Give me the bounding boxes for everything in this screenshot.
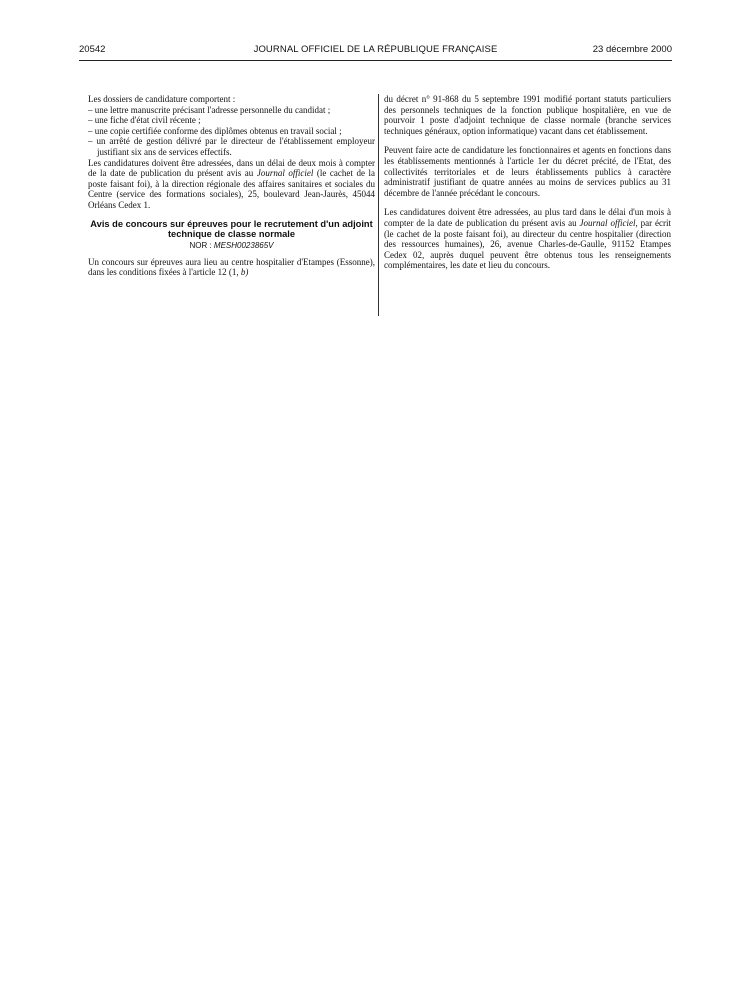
paragraph-gap: [384, 136, 671, 145]
list-item: – une fiche d'état civil récente ;: [88, 115, 201, 126]
list-item: – une lettre manuscrite précisant l'adresse personnelle du candidat ;: [88, 104, 331, 115]
left-column: [88, 94, 375, 278]
candidatures-text-2: (le cachet de la poste faisant foi), à la direction régionale des affaires sanitaires et sociales du Centre (service des formations sociales), 25, boulevard Jean-Jaurès, 45044 Orléans Cedex 1.: [88, 168, 375, 210]
page-header: [79, 44, 672, 58]
issue-date: 23 décembre 2000: [592, 44, 672, 55]
journal-officiel-ref: Journal officiel: [256, 168, 314, 179]
journal-officiel-ref: Journal officiel,: [579, 217, 638, 228]
dossiers-list: [88, 105, 375, 158]
decret-paragraph: du décret n° 91-868 du 5 septembre 1991 modifié portant statuts particuliers des personnels techniques de la fonction publique hospitalière, en vue de pourvoir 1 poste d'adjoint technique de classe normale (branche services techniques généraux, option informatique) vacant dans cet établissement.: [384, 94, 671, 136]
nor-reference: [88, 241, 375, 251]
concours-paragraph: [88, 257, 375, 278]
candidatures-paragraph: [88, 158, 375, 211]
nor-label: NOR :: [189, 240, 214, 250]
submission-paragraph: [384, 207, 671, 271]
list-item: – un arrêté de gestion délivré par le directeur de l'établissement employeur justifiant six ans de services effectifs.: [88, 136, 375, 157]
notice-title: Avis de concours sur épreuves pour le recrutement d'un adjoint technique de classe normale: [90, 218, 373, 240]
nor-code: MESH0023865V: [213, 240, 274, 250]
column-separator: [378, 94, 379, 316]
concours-text: Un concours sur épreuves aura lieu au centre hospitalier d'Etampes (Essonne), dans les conditions fixées à l'article 12 (1,: [88, 256, 375, 278]
eligibility-paragraph: Peuvent faire acte de candidature les fonctionnaires et agents en fonctions dans les établissements mentionnés à l'article 1er du décret précité, de l'Etat, des collectivités territoriales et de leurs établissements publics à caractère administratif justifiant de quatre années au moins de services publics au 31 décembre de l'année précédant le concours.: [384, 145, 671, 198]
submission-text-1: Les candidatures doivent être adressées, au plus tard dans le délai d'un mois à compter de la date de publication du présent avis au: [384, 207, 671, 228]
paragraph-gap: [384, 198, 671, 207]
list-item: – une copie certifiée conforme des diplômes obtenus en travail social ;: [88, 125, 342, 136]
submission-text-2: par écrit (le cachet de la poste faisant foi), au directeur du centre hospitalier (direction des ressources humaines), 26, avenue Charles-de-Gaulle, 91152 Etampes Cedex 02, auprès duquel peuvent être obtenus tous les renseignements complémentaires, les date et lieu du concours.: [384, 217, 672, 271]
journal-title: JOURNAL OFFICIEL DE LA RÉPUBLIQUE FRANÇAISE: [253, 44, 498, 55]
right-column: [384, 94, 671, 271]
concours-article-ref: b): [240, 267, 249, 278]
header-rule: [79, 60, 672, 61]
candidatures-text-1: Les candidatures doivent être adressées, dans un délai de deux mois à compter de la date de publication du présent avis au: [88, 157, 375, 179]
dossiers-intro: Les dossiers de candidature comportent :: [88, 94, 236, 104]
page-number: 20542: [79, 44, 106, 55]
